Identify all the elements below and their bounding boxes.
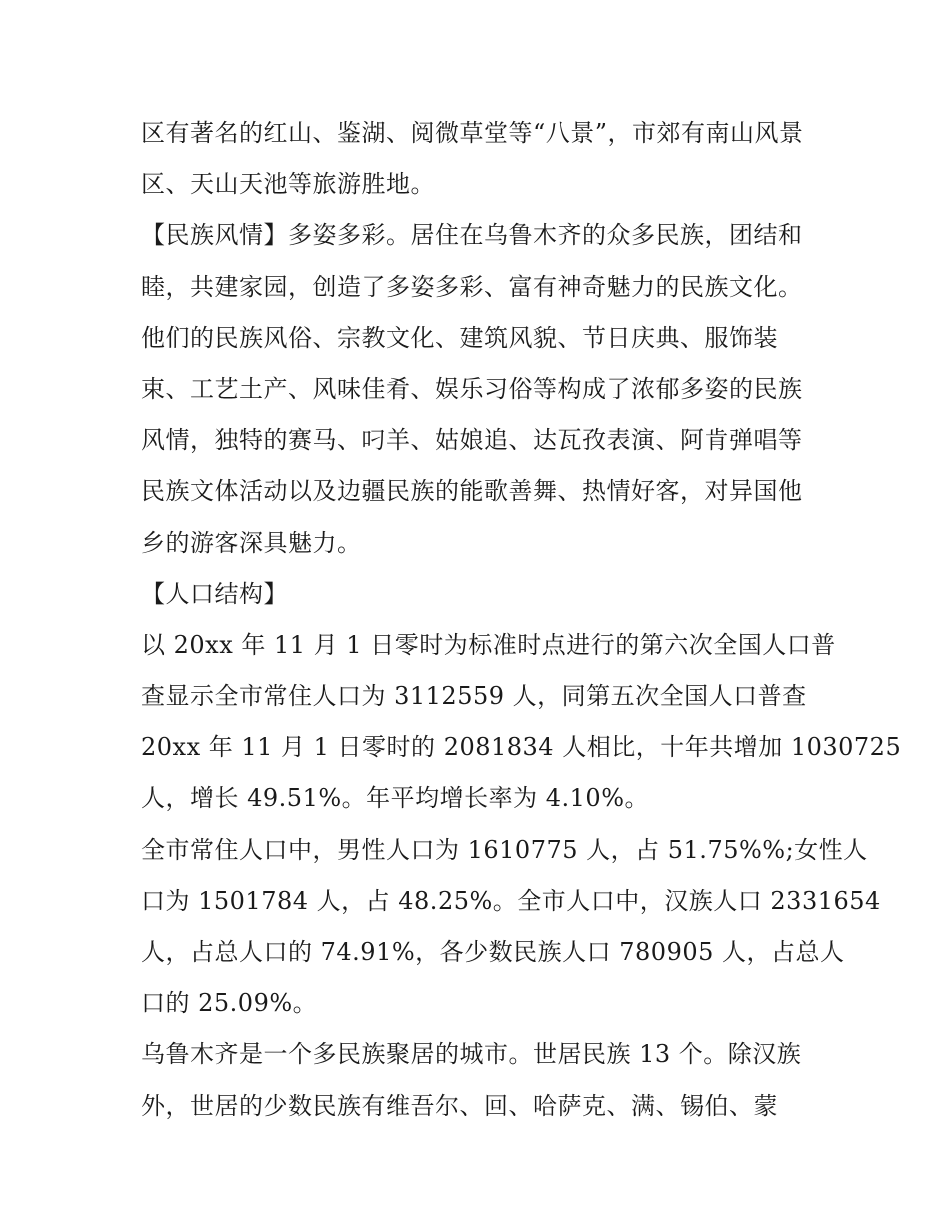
text-line: 睦，共建家园，创造了多姿多彩、富有神奇魅力的民族文化。 [141,272,803,301]
text-line: 民族文体活动以及边疆民族的能歌善舞、热情好客，对异国他 [141,477,803,506]
body-text [141,108,902,1132]
text-line: 以 20xx 年 11 月 1 日零时为标准时点进行的第六次全国人口普 [141,630,836,659]
text-line: 口的 25.09%。 [141,989,318,1018]
text-line: 口为 1501784 人，占 48.25%。全市人口中，汉族人口 2331654 [141,886,881,915]
text-line: 【民族风情】多姿多彩。居住在乌鲁木齐的众多民族，团结和 [141,221,803,250]
text-line: 全市常住人口中，男性人口为 1610775 人，占 51.75%%;女性人 [141,835,868,864]
text-line: 束、工艺土产、风味佳肴、娱乐习俗等构成了浓郁多姿的民族 [141,374,803,403]
text-line: 乌鲁木齐是一个多民族聚居的城市。世居民族 13 个。除汉族 [141,1040,802,1069]
text-line: 风情，独特的赛马、叼羊、姑娘追、达瓦孜表演、阿肯弹唱等 [141,426,803,455]
text-line: 乡的游客深具魅力。 [141,528,362,557]
text-line: 区、天山天池等旅游胜地。 [141,170,435,199]
text-line: 他们的民族风俗、宗教文化、建筑风貌、节日庆典、服饰装 [141,323,778,352]
text-line: 外，世居的少数民族有维吾尔、回、哈萨克、满、锡伯、蒙 [141,1091,778,1120]
text-line: 区有著名的红山、鉴湖、阅微草堂等“八景”，市郊有南山风景 [141,119,804,147]
text-line: 人，增长 49.51%。年平均增长率为 4.10%。 [141,784,650,813]
text-line: 查显示全市常住人口为 3112559 人，同第五次全国人口普查 [141,682,807,711]
text-line: 20xx 年 11 月 1 日零时的 2081834 人相比，十年共增加 1030725 [141,733,902,762]
section-heading: 【人口结构】 [141,579,288,608]
text-line: 人，占总人口的 74.91%，各少数民族人口 780905 人，占总人 [141,938,845,966]
